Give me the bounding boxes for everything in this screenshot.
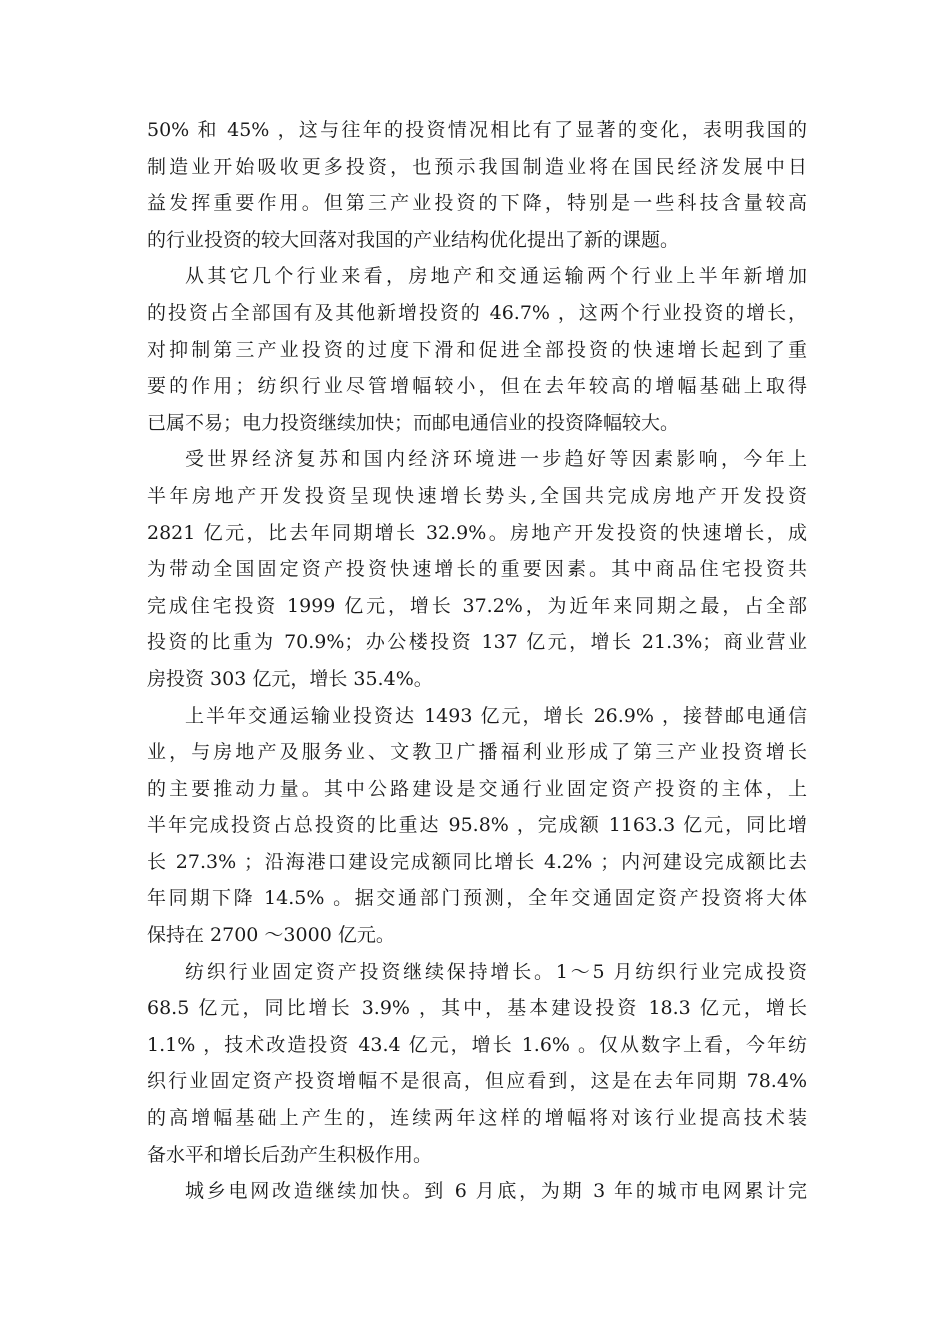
text-line: 长 27.3% ；沿海港口建设完成额同比增长 4.2% ；内河建设完成额比去: [147, 850, 807, 873]
text-line: 已属不易；电力投资继续加快；而邮电通信业的投资降幅较大。: [147, 411, 680, 434]
paragraph-first-line: 从其它几个行业来看，房地产和交通运输两个行业上半年新增加: [185, 265, 807, 288]
text-line: 的行业投资的较大回落对我国的产业结构优化提出了新的课题。: [147, 228, 680, 251]
paragraph-first-line: 受世界经济复苏和国内经济环境进一步趋好等因素影响，今年上: [185, 448, 807, 471]
text-line: 业，与房地产及服务业、文教卫广播福利业形成了第三产业投资增长: [147, 741, 807, 764]
paragraph-first-line: 上半年交通运输业投资达 1493 亿元，增长 26.9% ，接替邮电通信: [185, 704, 807, 727]
text-line: 房投资 303 亿元，增长 35.4%。: [147, 667, 433, 690]
text-line: 为带动全国固定资产投资快速增长的重要因素。其中商品住宅投资共: [147, 558, 807, 581]
text-line: 对抑制第三产业投资的过度下滑和促进全部投资的快速增长起到了重: [147, 338, 807, 361]
text-line: 要的作用；纺织行业尽管增幅较小，但在去年较高的增幅基础上取得: [147, 375, 807, 398]
text-line: 制造业开始吸收更多投资，也预示我国制造业将在国民经济发展中日: [147, 155, 807, 178]
body-text: [147, 112, 807, 1210]
paragraph-first-line: 纺织行业固定资产投资继续保持增长。1～5 月纺织行业完成投资: [185, 960, 807, 983]
text-line: 68.5 亿元，同比增长 3.9% ，其中，基本建设投资 18.3 亿元，增长: [147, 997, 807, 1020]
text-line: 2821 亿元，比去年同期增长 32.9%。房地产开发投资的快速增长，成: [147, 521, 807, 544]
text-line: 的投资占全部国有及其他新增投资的 46.7% ，这两个行业投资的增长，: [147, 301, 807, 324]
text-line: 1.1% ，技术改造投资 43.4 亿元，增长 1.6% 。仅从数字上看，今年纺: [147, 1033, 807, 1056]
text-line: 保持在 2700 ～3000 亿元。: [147, 924, 395, 947]
text-line: 50% 和 45% ，这与往年的投资情况相比有了显著的变化，表明我国的: [147, 119, 807, 141]
text-line: 织行业固定资产投资增幅不是很高，但应看到，这是在去年同期 78.4%: [147, 1070, 807, 1093]
text-line: 完成住宅投资 1999 亿元，增长 37.2%，为近年来同期之最，占全部: [147, 594, 807, 617]
text-line: 投资的比重为 70.9%；办公楼投资 137 亿元，增长 21.3%；商业营业: [147, 631, 807, 654]
text-line: 益发挥重要作用。但第三产业投资的下降，特别是一些科技含量较高: [147, 192, 807, 215]
text-line: 的主要推动力量。其中公路建设是交通行业固定资产投资的主体，上: [147, 777, 807, 800]
text-line: 半年完成投资占总投资的比重达 95.8% ，完成额 1163.3 亿元，同比增: [147, 814, 807, 837]
text-line: 备水平和增长后劲产生积极作用。: [147, 1143, 433, 1166]
text-line: 年同期下降 14.5% 。据交通部门预测，全年交通固定资产投资将大体: [147, 887, 807, 910]
text-line: 半年房地产开发投资呈现快速增长势头,全国共完成房地产开发投资: [147, 484, 807, 507]
text-line: 的高增幅基础上产生的，连续两年这样的增幅将对该行业提高技术装: [147, 1107, 807, 1130]
paragraph-first-line: 城乡电网改造继续加快。到 6 月底，为期 3 年的城市电网累计完: [185, 1180, 807, 1203]
